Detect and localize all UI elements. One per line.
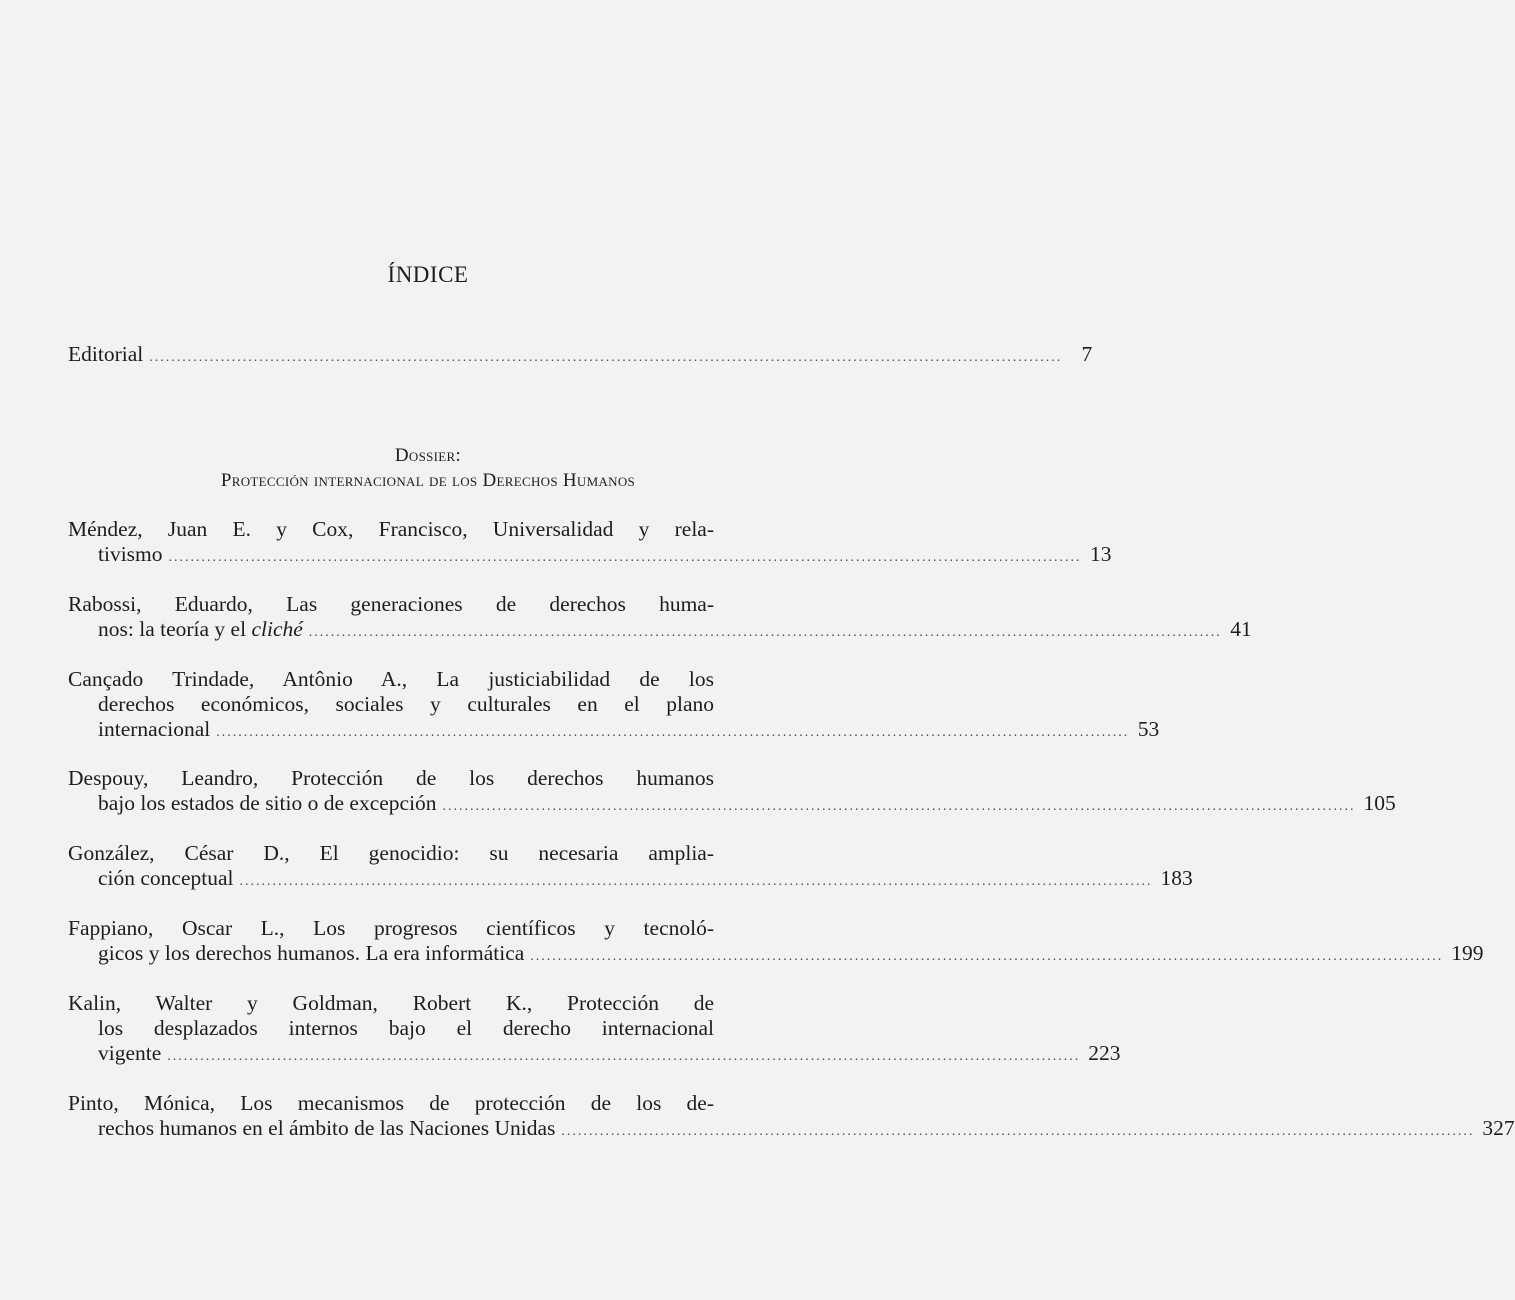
page-number: 53 xyxy=(1137,717,1160,741)
entry-line: Pinto, Mónica, Los mecanismos de protección de los de- xyxy=(68,1091,714,1115)
toc-entry[interactable] xyxy=(68,991,1121,1069)
dot-leader: ...................................................................................................................................................................... xyxy=(216,725,1130,740)
entry-title-end: ción conceptual xyxy=(98,866,234,890)
entry-title-end: vigente xyxy=(98,1041,162,1065)
page-number: 223 xyxy=(1088,1041,1121,1065)
entry-title-italic: cliché xyxy=(251,617,303,641)
dossier-heading xyxy=(0,443,856,493)
dossier-label: Dossier: xyxy=(394,445,462,466)
entry-line: Despouy, Leandro, Protección de los derechos humanos xyxy=(68,766,714,790)
entry-title-end: rechos humanos en el ámbito de las Naciones Unidas xyxy=(98,1116,556,1140)
page-number: 199 xyxy=(1451,941,1484,965)
dot-leader: ...................................................................................................................................................................... xyxy=(168,550,1082,565)
toc-entry[interactable] xyxy=(68,841,1193,894)
entry-title-end: nos: la teoría y el xyxy=(98,617,252,641)
dot-leader: ...................................................................................................................................................................... xyxy=(308,625,1222,640)
toc-entry[interactable] xyxy=(68,1091,1515,1144)
entry-title: Editorial xyxy=(68,342,144,366)
entry-line: derechos económicos, sociales y culturales en el plano xyxy=(98,692,714,716)
entry-line: los desplazados internos bajo el derecho internacional xyxy=(98,1016,714,1040)
dossier-subtitle: Protección internacional de los Derechos Humanos xyxy=(220,470,636,491)
entry-line: González, César D., El genocidio: su necesaria amplia- xyxy=(68,841,714,865)
entry-line: Cançado Trindade, Antônio A., La justiciabilidad de los xyxy=(68,667,714,691)
toc-entry-editorial[interactable] xyxy=(68,342,1093,370)
dot-leader: ...................................................................................................................................................................... xyxy=(442,799,1356,814)
entry-title-end: bajo los estados de sitio o de excepción xyxy=(98,791,437,815)
entry-line: Fappiano, Oscar L., Los progresos científicos y tecnoló- xyxy=(68,916,714,940)
dot-leader: ...................................................................................................................................................................... xyxy=(239,874,1153,889)
page-number: 41 xyxy=(1230,617,1252,641)
index-heading: ÍNDICE xyxy=(387,262,469,287)
toc-entry[interactable] xyxy=(68,667,1160,745)
page-number: 7 xyxy=(1081,342,1093,366)
entry-line: Kalin, Walter y Goldman, Robert K., Protección de xyxy=(68,991,714,1015)
dot-leader: ...................................................................................................................................................................... xyxy=(561,1124,1475,1139)
toc-entry[interactable] xyxy=(68,766,1396,819)
dot-leader: ...................................................................................................................................................................... xyxy=(530,949,1444,964)
entry-title-end: internacional xyxy=(98,717,211,741)
entry-line: Méndez, Juan E. y Cox, Francisco, Universalidad y rela- xyxy=(68,517,714,541)
toc-entry[interactable] xyxy=(68,592,1252,645)
entry-title-end: tivismo xyxy=(98,542,163,566)
dot-leader: ...................................................................................................................................................................... xyxy=(149,350,1063,365)
toc-entry[interactable] xyxy=(68,916,1484,969)
page-number: 327 xyxy=(1482,1116,1515,1140)
toc-entry[interactable] xyxy=(68,517,1112,570)
page-number: 183 xyxy=(1160,866,1193,890)
page-number: 13 xyxy=(1090,542,1112,566)
entry-title-end: gicos y los derechos humanos. La era informática xyxy=(98,941,525,965)
entry-line: Rabossi, Eduardo, Las generaciones de derechos huma- xyxy=(68,592,714,616)
page-number: 105 xyxy=(1363,791,1396,815)
dot-leader: ...................................................................................................................................................................... xyxy=(167,1049,1081,1064)
